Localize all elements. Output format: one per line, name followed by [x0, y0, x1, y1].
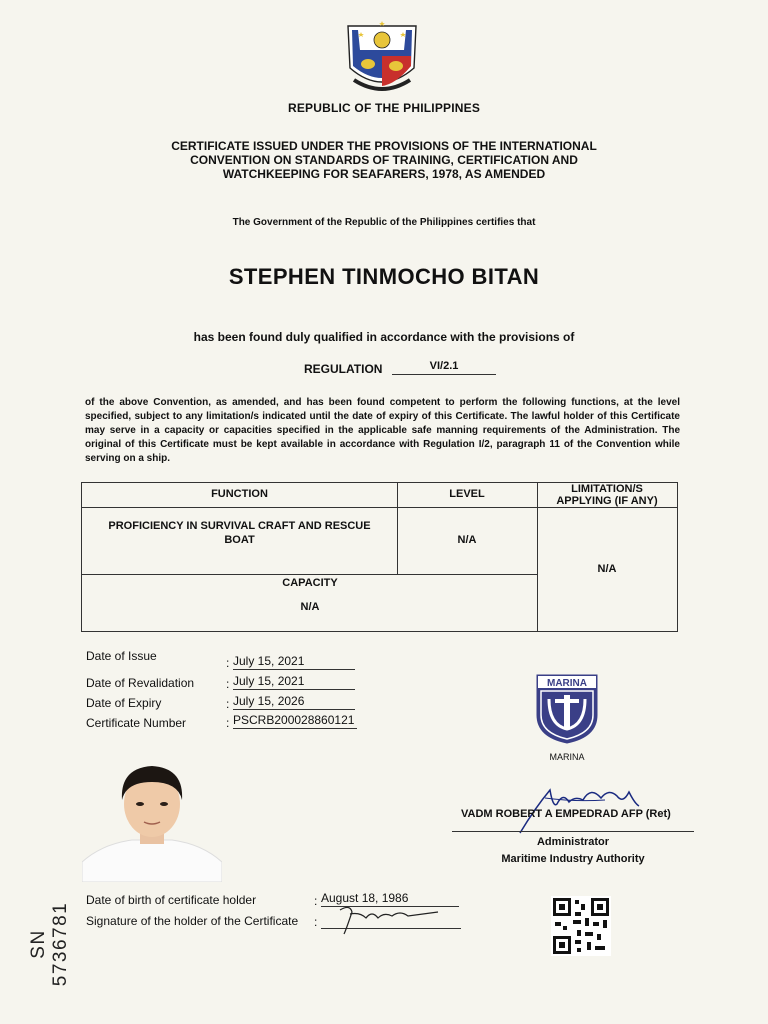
marina-logo-icon: [535, 673, 599, 745]
function-value: PROFICIENCY IN SURVIVAL CRAFT AND RESCUE BOAT: [108, 520, 371, 546]
marina-logo-text: MARINA: [547, 678, 587, 689]
signatory-name: VADM ROBERT A EMPEDRAD AFP (Ret): [461, 808, 671, 820]
holder-name: STEPHEN TINMOCHO BITAN: [228, 264, 540, 289]
certificate-body-text: of the above Convention, as amended, and has been found competent to perform the following functions, at the level specified, subject to any limitation/s indicated until the date of expiry of this Certificate. The lawful holder of this Certificate may serve in a capacity or capacities specified in the applicable safe manning requirements of the Administration. The original of this Certificate must be kept available in accordance with Regulation I/2, paragraph 11 of the Convention while serving on a ship.: [85, 397, 680, 464]
function-header: FUNCTION: [211, 488, 268, 500]
function-table: [81, 482, 678, 632]
certificate-heading: CERTIFICATE ISSUED UNDER THE PROVISIONS OF THE INTERNATIONAL CONVENTION ON STANDARDS OF TRAINING, CERTIFICATION AND WATCHKEEPING FOR SEAFARERS, 1978, AS AMENDED: [171, 139, 597, 181]
holder-signature-label: Signature of the holder of the Certificate: [86, 914, 299, 928]
limitation-header: LIMITATION/S APPLYING (IF ANY): [556, 483, 658, 507]
certificate-number-value: PSCRB200028860121: [233, 713, 357, 729]
holder-signature-icon: [336, 902, 442, 936]
certifies-statement: The Government of the Republic of the Philippines certifies that: [232, 217, 536, 228]
signatory-organization: Maritime Industry Authority: [501, 853, 645, 865]
regulation-label: REGULATION: [304, 362, 383, 376]
date-of-revalidation-value: July 15, 2021: [233, 674, 355, 690]
colon: :: [226, 697, 230, 711]
capacity-value: N/A: [300, 601, 320, 613]
marina-caption: MARINA: [549, 752, 585, 762]
qualified-statement: has been found duly qualified in accordance with the provisions of: [193, 330, 575, 344]
colon: :: [314, 915, 318, 929]
serial-number: SN 5736781: [28, 901, 71, 987]
colon: :: [226, 716, 230, 730]
date-of-expiry-label: Date of Expiry: [86, 696, 162, 710]
level-value: N/A: [457, 534, 477, 546]
level-header: LEVEL: [449, 488, 485, 500]
colon: :: [226, 677, 230, 691]
date-of-issue-label: Date of Issue: [86, 649, 157, 663]
limitation-value: N/A: [597, 563, 617, 575]
date-of-birth-label: Date of birth of certificate holder: [86, 893, 257, 907]
date-of-issue-value: July 15, 2021: [233, 654, 355, 670]
date-of-birth-value: August 18, 1986: [321, 891, 459, 907]
qr-code-icon: [551, 896, 611, 956]
regulation-value: VI/2.1: [392, 360, 496, 375]
colon: :: [226, 656, 230, 670]
colon: :: [314, 894, 318, 908]
capacity-header: CAPACITY: [282, 577, 338, 589]
signature-line: [452, 831, 694, 832]
signatory-title: Administrator: [536, 836, 610, 848]
philippine-seal-icon: [344, 18, 420, 96]
certificate-number-label: Certificate Number: [86, 716, 187, 730]
date-of-revalidation-label: Date of Revalidation: [86, 676, 195, 690]
date-of-expiry-value: July 15, 2026: [233, 694, 355, 710]
republic-heading: REPUBLIC OF THE PHILIPPINES: [287, 101, 481, 115]
holder-photo: [82, 762, 222, 882]
